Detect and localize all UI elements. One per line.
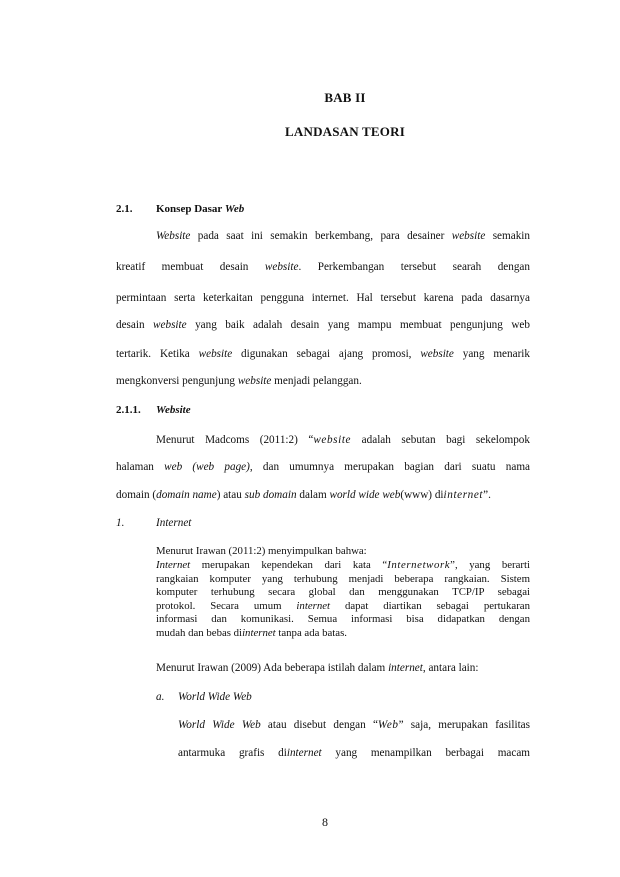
quote-line: protokol. Secara umum internet dapat diartikan sebagai pertukaran	[156, 599, 530, 612]
paragraph-line: antarmuka grafis diinternet yang menampilkan berbagai macam	[178, 747, 531, 759]
section-number: 2.1.	[116, 203, 133, 215]
quote-line: mudah dan bebas diinternet tanpa ada batas.	[156, 626, 348, 639]
chapter-title: LANDASAN TEORI	[285, 124, 405, 139]
section-heading-2-1-1	[116, 404, 191, 416]
list-item-number: 1.	[116, 517, 125, 529]
paragraph-line: desain website yang baik adalah desain yang mampu membuat pengunjung web	[116, 319, 530, 331]
page-number: 8	[322, 815, 328, 829]
section-title-italic: Web	[224, 203, 245, 215]
quote-line: informasi dan komunikasi. Semua informasi bisa didapatkan dengan	[156, 613, 530, 626]
section-title: Konsep Dasar	[156, 203, 225, 215]
list-item-title: Internet	[156, 517, 192, 529]
paragraph-line: tertarik. Ketika website digunakan sebagai ajang promosi, website yang menarik	[116, 348, 531, 360]
paragraph-line: kreatif membuat desain website. Perkembangan tersebut searah dengan	[116, 261, 530, 273]
chapter-label: BAB II	[324, 90, 366, 105]
paragraph-line: World Wide Web atau disebut dengan “Web” saja, merupakan fasilitas	[178, 719, 530, 731]
block-quote	[156, 559, 530, 641]
quote-line: komputer terhubung secara global dan menggunakan TCP/IP sebagai	[156, 586, 530, 599]
list-item-title: World Wide Web	[178, 691, 252, 703]
paragraph-line: mengkonversi pengunjung website menjadi pelanggan.	[116, 375, 362, 387]
paragraph-line: domain (domain name) atau sub domain dalam world wide web(www) diinternet”.	[116, 489, 491, 501]
paragraph-line: Menurut Irawan (2009) Ada beberapa istilah dalam internet, antara lain:	[156, 662, 479, 674]
section-number: 2.1.1.	[116, 404, 141, 416]
paragraph-line: Menurut Madcoms (2011:2) “website adalah sebutan bagi sekelompok	[156, 434, 530, 446]
quote-line: rangkaian komputer yang terhubung menjadi beberapa rangkaian. Sistem	[156, 572, 530, 585]
paragraph-line: Website pada saat ini semakin berkembang, para desainer website semakin	[156, 230, 530, 242]
paragraph-line: permintaan serta keterkaitan pengguna internet. Hal tersebut karena pada dasarnya	[116, 292, 530, 304]
list-item-letter: a.	[156, 691, 165, 703]
paragraph-line: halaman web (web page), dan umumnya merupakan bagian dari suatu nama	[116, 461, 530, 473]
quote-intro: Menurut Irawan (2011:2) menyimpulkan bahwa:	[156, 545, 367, 557]
quote-line: Internet merupakan kependekan dari kata “Internetwork”, yang berarti	[156, 559, 530, 571]
section-title: Website	[156, 404, 191, 416]
section-heading-2-1	[116, 203, 244, 215]
